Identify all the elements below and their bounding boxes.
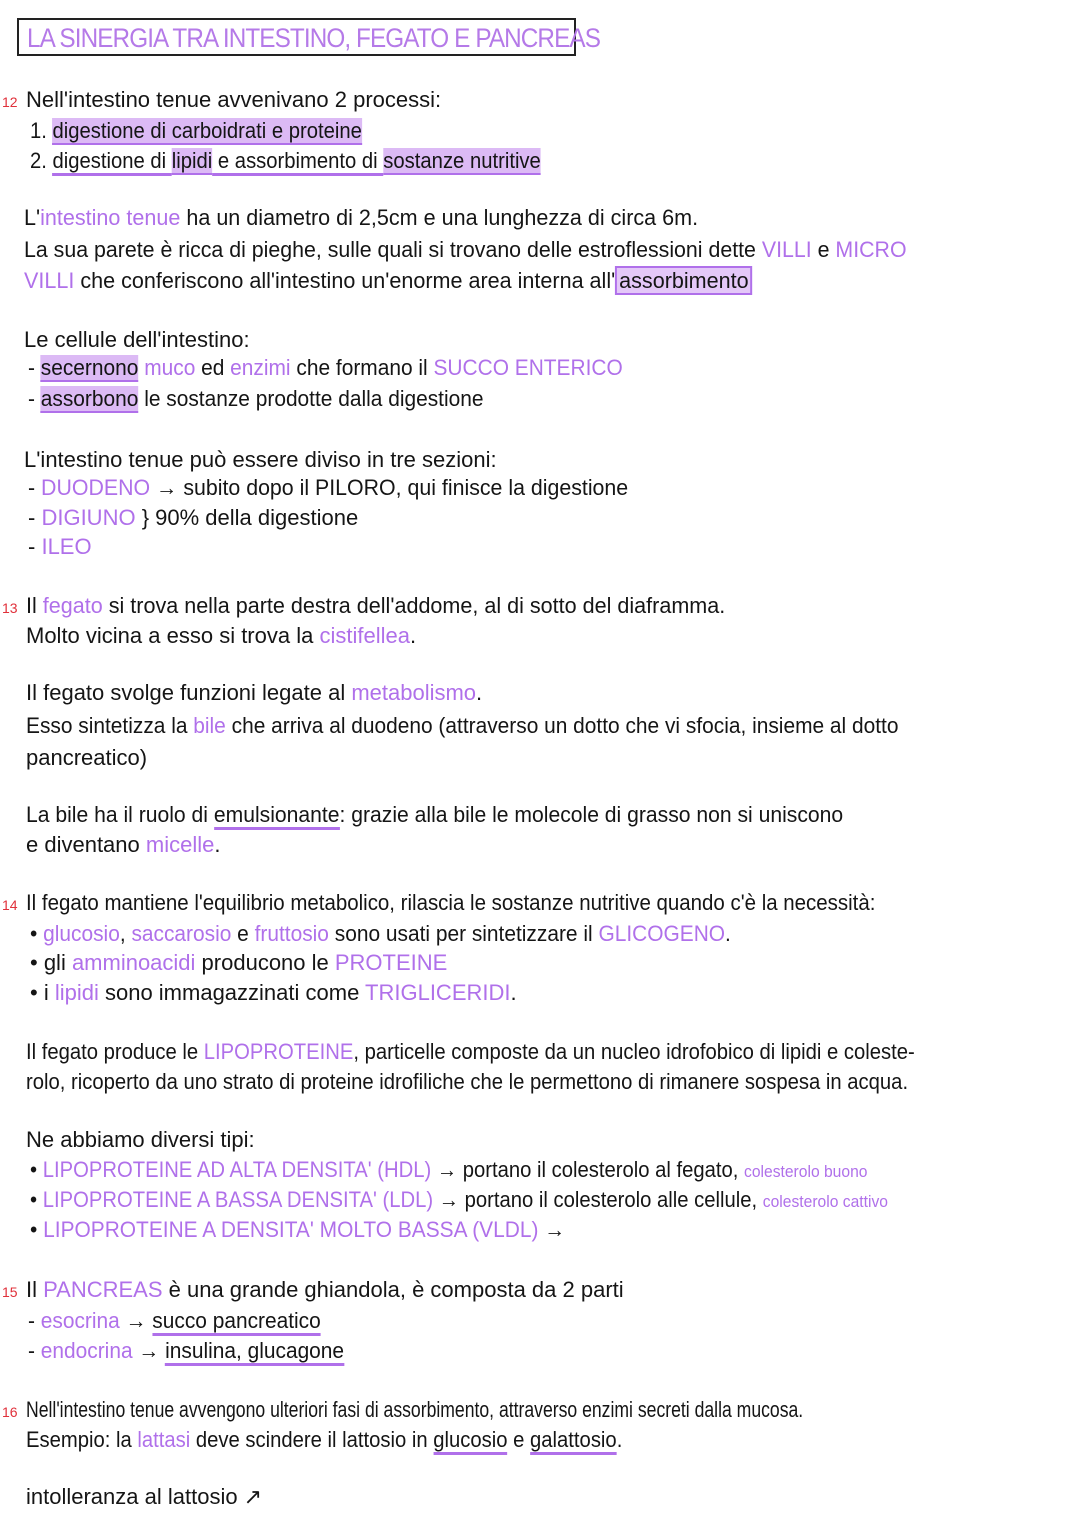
text: Nell'intestino tenue avvengono ulteriori fasi di assorbimento, attraverso enzimi secreti dalla mucosa. xyxy=(26,1397,804,1422)
text: → xyxy=(132,1338,166,1363)
note-line xyxy=(26,1276,624,1304)
text: Molto vicina a esso si trova la xyxy=(26,623,320,648)
text: . xyxy=(616,1427,623,1452)
text: è una grande ghiandola, è composta da 2 parti xyxy=(162,1277,624,1302)
note-line xyxy=(28,474,628,502)
text: - xyxy=(28,1338,41,1363)
note-line xyxy=(26,1126,255,1154)
key-term: cistifellea xyxy=(319,623,410,648)
text: - xyxy=(28,1308,41,1333)
key-term: micelle xyxy=(145,832,215,857)
underlined-text: e assorbimento di xyxy=(212,148,383,176)
text: . xyxy=(476,680,483,705)
key-term: VILLI xyxy=(761,237,812,262)
text: Il xyxy=(26,593,43,618)
text: che formano il xyxy=(290,355,434,380)
note-line xyxy=(30,979,517,1007)
key-term: metabolismo xyxy=(351,680,477,705)
text: → xyxy=(119,1308,153,1333)
note-line xyxy=(26,592,725,620)
text: che arriva al duodeno (attraverso un dotto che vi sfocia, insieme al dotto xyxy=(225,713,899,738)
key-term: endocrina xyxy=(40,1338,133,1363)
key-term: TRIGLICERIDI xyxy=(365,980,511,1005)
highlighted-text: lipidi xyxy=(171,148,213,173)
text: } 90% della digestione xyxy=(135,505,359,530)
text: - xyxy=(28,534,42,559)
highlighted-text: assorbono xyxy=(40,386,139,411)
key-term: saccarosio xyxy=(131,921,232,946)
text: L' xyxy=(24,205,41,230)
text: sono usati per sintetizzare il xyxy=(328,921,599,946)
note-line xyxy=(28,385,483,413)
text: Le cellule dell'intestino: xyxy=(24,327,250,352)
note-line xyxy=(26,1483,262,1511)
note-line xyxy=(26,1426,622,1454)
text: • xyxy=(30,1187,43,1212)
note-line xyxy=(30,949,447,977)
text: , xyxy=(119,921,132,946)
text: 2. xyxy=(30,148,53,173)
text: Il xyxy=(26,1277,44,1302)
note-line xyxy=(30,117,362,145)
text: rolo, ricoperto da uno strato di proteine idrofiliche che le permettono di rimanere sospesa in acqua. xyxy=(26,1069,909,1094)
key-term: glucosio xyxy=(43,921,120,946)
note-line xyxy=(26,622,416,650)
key-term: LIPOPROTEINE AD ALTA DENSITA' (HDL) xyxy=(42,1157,432,1182)
key-term: bile xyxy=(193,713,226,738)
key-term: LIPOPROTEINE A BASSA DENSITA' (LDL) xyxy=(42,1187,434,1212)
text: e xyxy=(507,1427,531,1452)
key-term: lattasi xyxy=(137,1427,191,1452)
boxed-text: assorbimento xyxy=(615,266,752,295)
key-term: amminoacidi xyxy=(71,950,196,975)
text: e diventano xyxy=(26,832,146,857)
section-number: 16 xyxy=(2,1404,18,1420)
underlined-text: galattosio xyxy=(530,1427,617,1455)
underlined-text: glucosio xyxy=(433,1427,507,1455)
note-line xyxy=(26,889,875,917)
note-line xyxy=(24,326,250,354)
text: : grazie alla bile le molecole di grasso non si uniscono xyxy=(339,802,844,827)
highlighted-text: digestione di carboidrati e proteine xyxy=(52,118,362,143)
key-term: SUCCO ENTERICO xyxy=(433,355,623,380)
text: • xyxy=(30,1217,44,1242)
note-line xyxy=(30,1216,565,1244)
highlighted-text: sostanze nutritive xyxy=(383,148,541,173)
note-line xyxy=(28,354,623,382)
key-term: intestino tenue xyxy=(40,205,181,230)
text: Ne abbiamo diversi tipi: xyxy=(26,1127,255,1152)
text: → subito dopo il PILORO, qui finisce la digestione xyxy=(150,475,629,500)
note-line xyxy=(24,204,698,232)
key-term: PROTEINE xyxy=(334,950,448,975)
key-term: PANCREAS xyxy=(43,1277,163,1302)
text: - xyxy=(28,505,42,530)
key-term: GLICOGENO xyxy=(598,921,726,946)
key-term: DUODENO xyxy=(41,475,151,500)
key-term: VILLI xyxy=(24,268,75,293)
text: che conferiscono all'intestino un'enorme area interna all' xyxy=(74,268,616,293)
key-term: muco xyxy=(144,355,196,380)
text: . xyxy=(510,980,517,1005)
text: Nell'intestino tenue avvenivano 2 processi: xyxy=(26,87,442,112)
text: Esempio: la xyxy=(26,1427,138,1452)
text: . xyxy=(214,832,221,857)
key-term: fegato xyxy=(42,593,103,618)
text: Il fegato produce le xyxy=(26,1039,204,1064)
text: L'intestino tenue può essere diviso in tre sezioni: xyxy=(24,447,497,472)
note-line xyxy=(24,446,497,474)
text: • xyxy=(30,1157,43,1182)
text: La bile ha il ruolo di xyxy=(26,802,214,827)
text: La sua parete è ricca di pieghe, sulle quali si trovano delle estroflessioni dette xyxy=(24,237,762,262)
text: intolleranza al lattosio ↗ xyxy=(26,1484,263,1509)
note-line xyxy=(28,1307,321,1335)
page-title: LA SINERGIA TRA INTESTINO, FEGATO E PANCREAS xyxy=(27,23,601,53)
key-term: DIGIUNO xyxy=(41,505,136,530)
key-term: LIPOPROTEINE A DENSITA' MOLTO BASSA (VLDL) xyxy=(43,1217,539,1242)
text: ha un diametro di 2,5cm e una lunghezza di circa 6m. xyxy=(180,205,699,230)
text: - xyxy=(28,355,41,380)
text: , particelle composte da un nucleo idrofobico di lipidi e coleste- xyxy=(353,1039,915,1064)
text: sono immagazzinati come xyxy=(98,980,366,1005)
note-line xyxy=(26,86,441,114)
note-line xyxy=(28,1337,344,1365)
note-line xyxy=(24,267,753,295)
text: - xyxy=(28,386,41,411)
text: e xyxy=(231,921,255,946)
note-line xyxy=(28,504,358,532)
annotation: colesterolo buono xyxy=(744,1162,868,1181)
text: • gli xyxy=(30,950,72,975)
text: . xyxy=(725,921,731,946)
text: deve scindere il lattosio in xyxy=(190,1427,434,1452)
underlined-text: digestione di xyxy=(53,148,172,176)
text: . xyxy=(409,623,417,648)
text: → xyxy=(538,1217,566,1242)
note-line xyxy=(26,744,147,772)
text: Il fegato svolge funzioni legate al xyxy=(26,680,352,705)
note-line xyxy=(24,236,907,264)
text: e xyxy=(811,237,836,262)
note-line xyxy=(26,1396,803,1424)
text: → portano il colesterolo alle cellule, xyxy=(433,1187,763,1212)
note-line xyxy=(30,920,731,948)
underlined-text: emulsionante xyxy=(214,802,340,830)
section-number: 13 xyxy=(2,600,18,616)
text: - xyxy=(28,475,42,500)
note-line xyxy=(26,831,220,859)
note-line xyxy=(30,1186,888,1216)
underlined-text: insulina, glucagone xyxy=(165,1338,344,1366)
note-line xyxy=(26,712,898,740)
key-term: ILEO xyxy=(41,534,92,559)
key-term: LIPOPROTEINE xyxy=(203,1039,354,1064)
note-line xyxy=(26,679,482,707)
key-term: enzimi xyxy=(230,355,291,380)
text: 1. xyxy=(30,118,53,143)
text: si trova nella parte destra dell'addome, al di sotto del diaframma. xyxy=(102,593,726,618)
text: pancreatico) xyxy=(26,745,148,770)
text: producono le xyxy=(195,950,335,975)
title-box xyxy=(17,18,601,56)
note-line xyxy=(26,1068,908,1096)
text: ed xyxy=(195,355,231,380)
key-term: lipidi xyxy=(54,980,99,1005)
underlined-text: succo pancreatico xyxy=(152,1308,320,1336)
text: le sostanze prodotte dalla digestione xyxy=(138,386,484,411)
section-number: 14 xyxy=(2,897,18,913)
key-term: MICRO xyxy=(835,237,907,262)
section-number: 12 xyxy=(2,94,18,110)
note-line xyxy=(30,1156,867,1186)
note-line xyxy=(28,533,92,561)
note-line xyxy=(30,147,541,175)
key-term: fruttosio xyxy=(254,921,329,946)
text: • xyxy=(30,921,44,946)
note-line xyxy=(26,1038,915,1066)
key-term: esocrina xyxy=(40,1308,120,1333)
text: • i xyxy=(30,980,55,1005)
text: Il fegato mantiene l'equilibrio metabolico, rilascia le sostanze nutritive quando c'è la necessità: xyxy=(26,890,876,915)
highlighted-text: secernono xyxy=(40,355,139,380)
section-number: 15 xyxy=(2,1284,18,1300)
note-line xyxy=(26,801,843,829)
annotation: colesterolo cattivo xyxy=(762,1192,888,1211)
text: Esso sintetizza la xyxy=(26,713,194,738)
text: → portano il colesterolo al fegato, xyxy=(431,1157,745,1182)
